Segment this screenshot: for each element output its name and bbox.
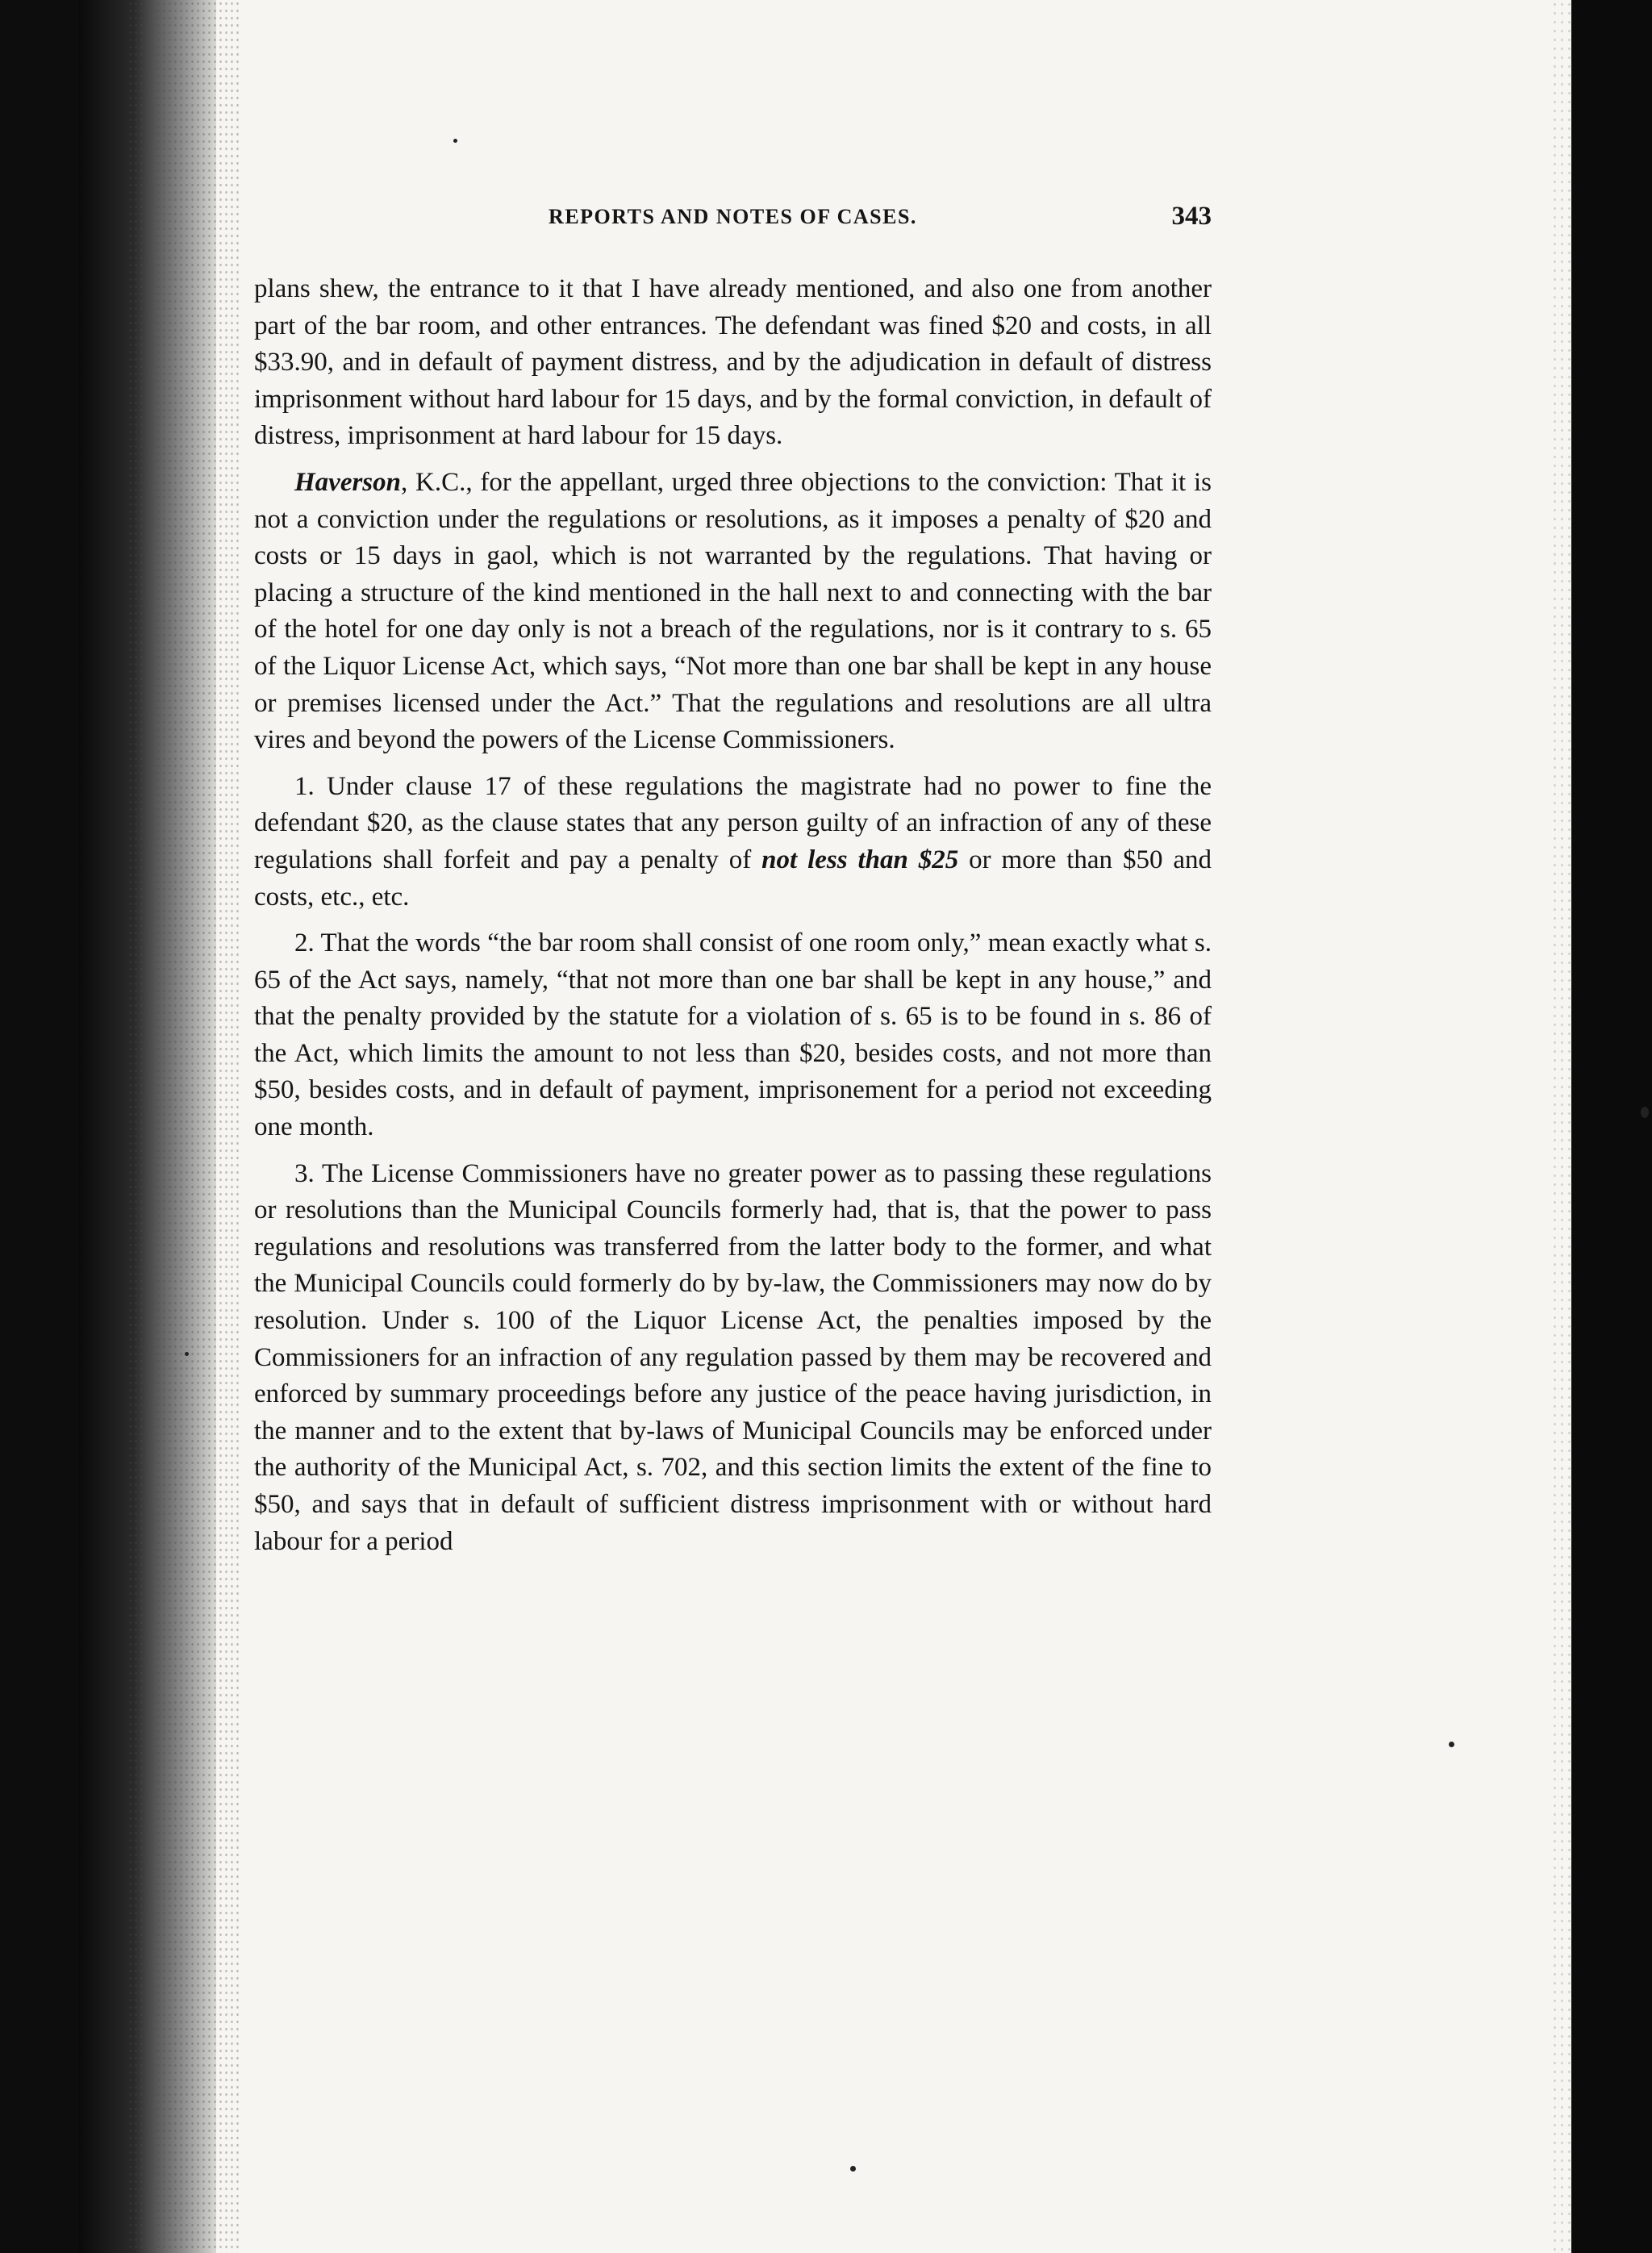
scan-speck bbox=[453, 139, 457, 143]
paragraph-5-text: 3. The License Commissioners have no greater power as to passing these regulations or resolutions than the Municipal Councils formerly had, that is, that the power to pass regulations and resolutions was transferred from the latter body to the former, and what the Municipal Councils could formerly do by by-law, the Commissioners may now do by resolution. Under s. 100 of the Liquor License Act, the penalties imposed by the Commissioners for an infraction of any regulation passed by them may be recovered and enforced by summary proceedings before any justice of the peace having jurisdiction, in the manner and to the extent that by-laws of Municipal Councils may be enforced under the authority of the Municipal Act, s. 702, and this section limits the extent of the fine to $50, and says that in default of sufficient distress imprisonment with or without hard labour for a period bbox=[254, 1158, 1212, 1556]
paragraph-4-text: 2. That the words “the bar room shall consist of one room only,” mean exactly what s. 65 of the Act says, namely, “that not more than one bar shall be kept in any house,” and that the penalty provided by the statute for a violation of s. 65 is to be found in s. 86 of the Act, which limits the amount to not less than $20, besides costs, and not more than $50, besides costs, and in default of payment, imprisonement for a period not exceeding one month. bbox=[254, 928, 1212, 1142]
paragraph-1-text: plans shew, the entrance to it that I have already mentioned, and also one from another part of the bar room, and other entrances. The defendant was fined $20 and costs, in all $33.90, and in default of payment distress, and by the adjudication in default of distress imprisonment without hard labour for 15 days, and by the formal conviction, in default of distress, imprisonment at hard labour for 15 days. bbox=[254, 274, 1212, 451]
scan-speck bbox=[850, 2166, 856, 2172]
left-margin-noise bbox=[127, 0, 240, 2253]
paragraph-1 bbox=[254, 271, 1212, 455]
counsel-name: Haverson bbox=[294, 467, 401, 497]
paragraph-3 bbox=[254, 769, 1212, 916]
scan-speck bbox=[1641, 1107, 1649, 1118]
scan-speck bbox=[1449, 1742, 1454, 1747]
scan-speck bbox=[185, 1352, 189, 1356]
running-title: REPORTS AND NOTES OF CASES. bbox=[549, 205, 917, 228]
page-number: 343 bbox=[1171, 202, 1212, 231]
paragraph-2-text: , K.C., for the appellant, urged three objections to the conviction: That it is not a conviction under the regulations or resolutions, as it imposes a penalty of $20 and costs or 15 days in gaol, which is not warranted by the regulations. That having or placing a structure of the kind mentioned in the hall next to and connecting with the bar of the hotel for one day only is not a breach of the regulations, nor is it contrary to s. 65 of the Liquor License Act, which says, “Not more than one bar shall be kept in any house or premises licensed under the Act.” That the regulations and resolutions are all ultra vires and beyond the powers of the License Commissioners. bbox=[254, 467, 1212, 755]
paragraph-3-start: 1. Under clause 17 of these regulations the magistrate had no power to fine the defendant $20, as the clause states that any person guilty of an infraction of any of these regulations shall forfeit and pay a penalty of bbox=[254, 771, 1212, 874]
paragraph-2 bbox=[254, 465, 1212, 759]
paragraph-4 bbox=[254, 925, 1212, 1146]
paragraph-5 bbox=[254, 1156, 1212, 1561]
page-text bbox=[254, 202, 1212, 1570]
scan-border-right bbox=[1571, 0, 1652, 2253]
running-head bbox=[254, 202, 1212, 234]
paragraph-3-italic: not less than $25 bbox=[761, 845, 959, 874]
paragraph-3-end: or more than $50 and costs, etc., etc. bbox=[254, 845, 1212, 912]
